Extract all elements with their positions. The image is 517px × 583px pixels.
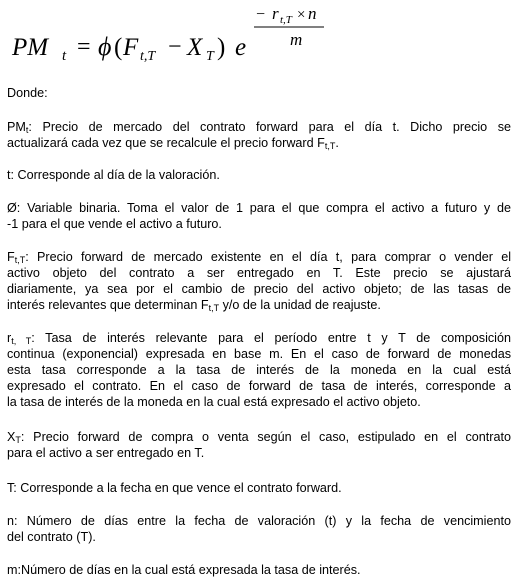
formula-pm-sub: t (62, 48, 67, 64)
definition-x-line-2: para el activo a ser entregado en T. (7, 446, 205, 460)
definition-t (7, 167, 511, 183)
definition-m-text: :Número de días en la cual está expresada la tasa de interés. (17, 563, 361, 577)
symbol-phi: Ø (7, 201, 17, 215)
definition-f-tail-sub: t,T (208, 303, 220, 313)
formula-close-paren: ) (217, 34, 226, 61)
definition-n-line-2: del contrato (T). (7, 530, 96, 544)
definition-r-line-5: la tasa de interés de la moneda en la cual está expresado el activo objeto. (7, 395, 421, 409)
definition-phi-line-2: -1 para el que vende el activo a futuro. (7, 217, 222, 231)
definition-pm-tail-end: . (335, 136, 339, 150)
definition-x (7, 429, 511, 461)
formula-exp-m: m (290, 30, 303, 49)
definition-pm-line-2: actualizará cada vez que se recalcule el precio forward F (7, 136, 325, 150)
definition-pm: $PM_t$: Precio de mercado del contrato forward para el día t. Dicho precio se actualizará cada vez que se recalcule el precio forward $F_{t,T}$. (7, 120, 512, 151)
pricing-formula (10, 2, 330, 70)
symbol-r-sub: t, T (11, 336, 32, 346)
formula-pm: PM (12, 34, 49, 61)
definition-f-line-4: interés relevantes que determinan F (7, 298, 209, 312)
symbol-x: X (7, 430, 16, 444)
formula-f: F (123, 34, 139, 61)
definition-r-line-2: continua (exponencial) expresada en base m. En el caso de forward de monedas (7, 347, 511, 361)
formula-equals: = (77, 34, 91, 60)
donde-label: Donde: (7, 86, 48, 100)
formula-exp-n: n (308, 4, 317, 23)
symbol-f-sub: t,T (14, 255, 26, 265)
definition-phi-line-1: : Variable binaria. Toma el valor de 1 para el que compra el activo a futuro y de (16, 201, 511, 215)
formula-e: e (235, 34, 247, 61)
symbol-f: F (7, 250, 15, 264)
definition-f-line-3: diariamente, ya sea por el cambio de precio del activo objeto; de las tasas de (7, 282, 511, 296)
formula-phi: ϕ (98, 32, 112, 61)
definition-r-line-4: expresado el contrato. En el caso de forward de tasa de interés, corresponde a (7, 379, 511, 393)
symbol-maturity: T (7, 481, 14, 495)
formula-f-sub: t,T (140, 49, 156, 64)
formula-minus: − (168, 34, 182, 60)
definition-n-line-1: : Número de días entre la fecha de valoración (t) y la fecha de vencimiento (14, 514, 511, 528)
symbol-x-sub: T (15, 435, 21, 445)
formula-exp-times: × (297, 7, 306, 23)
definition-pm-tail-sub: t,T (324, 141, 336, 151)
formula-exp-minus: − (256, 6, 266, 23)
formula-exp-r-sub: t,T (280, 14, 292, 26)
formula-x: X (187, 34, 203, 61)
symbol-r: r (7, 331, 12, 345)
symbol-pm-sub: t (25, 125, 29, 135)
definition-t-text: : Corresponde al día de la valoración. (10, 168, 220, 182)
definition-phi (7, 200, 511, 232)
definition-pm-line-1: Precio de mercado del contrato forward para el día t. Dicho precio se (42, 120, 512, 134)
definition-x-line-1: : Precio forward de compra o venta según el caso, estipulado en el contrato (20, 430, 511, 444)
definition-m (7, 562, 511, 578)
formula-x-sub: T (206, 49, 214, 64)
definition-r-line-1: : Tasa de interés relevante para el período entre t y T de composición (31, 331, 511, 345)
definition-f-line-2: activo objeto del contrato a ser entregado en T. Este precio se ajustará (7, 266, 511, 280)
definition-f-line-1: : Precio forward de mercado existente en el día t, para comprar o vender el (25, 250, 511, 264)
definition-f-tail-end: y/o de la unidad de reajuste. (219, 298, 381, 312)
definition-r-line-3: esta tasa corresponde a la tasa de interés de la moneda en la cual está (7, 363, 511, 377)
symbol-t: t (7, 168, 11, 182)
definition-maturity-text: : Corresponde a la fecha en que vence el contrato forward. (13, 481, 342, 495)
formula-exp-r: r (272, 4, 279, 23)
formula-open-paren: ( (114, 34, 123, 61)
definition-n (7, 513, 511, 545)
definition-f (7, 249, 511, 313)
formula-svg (10, 2, 330, 70)
definition-r (7, 330, 511, 410)
symbol-n: n (7, 514, 15, 528)
symbol-m: m (7, 563, 18, 577)
definition-maturity (7, 480, 511, 496)
symbol-pm: PM (7, 120, 26, 134)
